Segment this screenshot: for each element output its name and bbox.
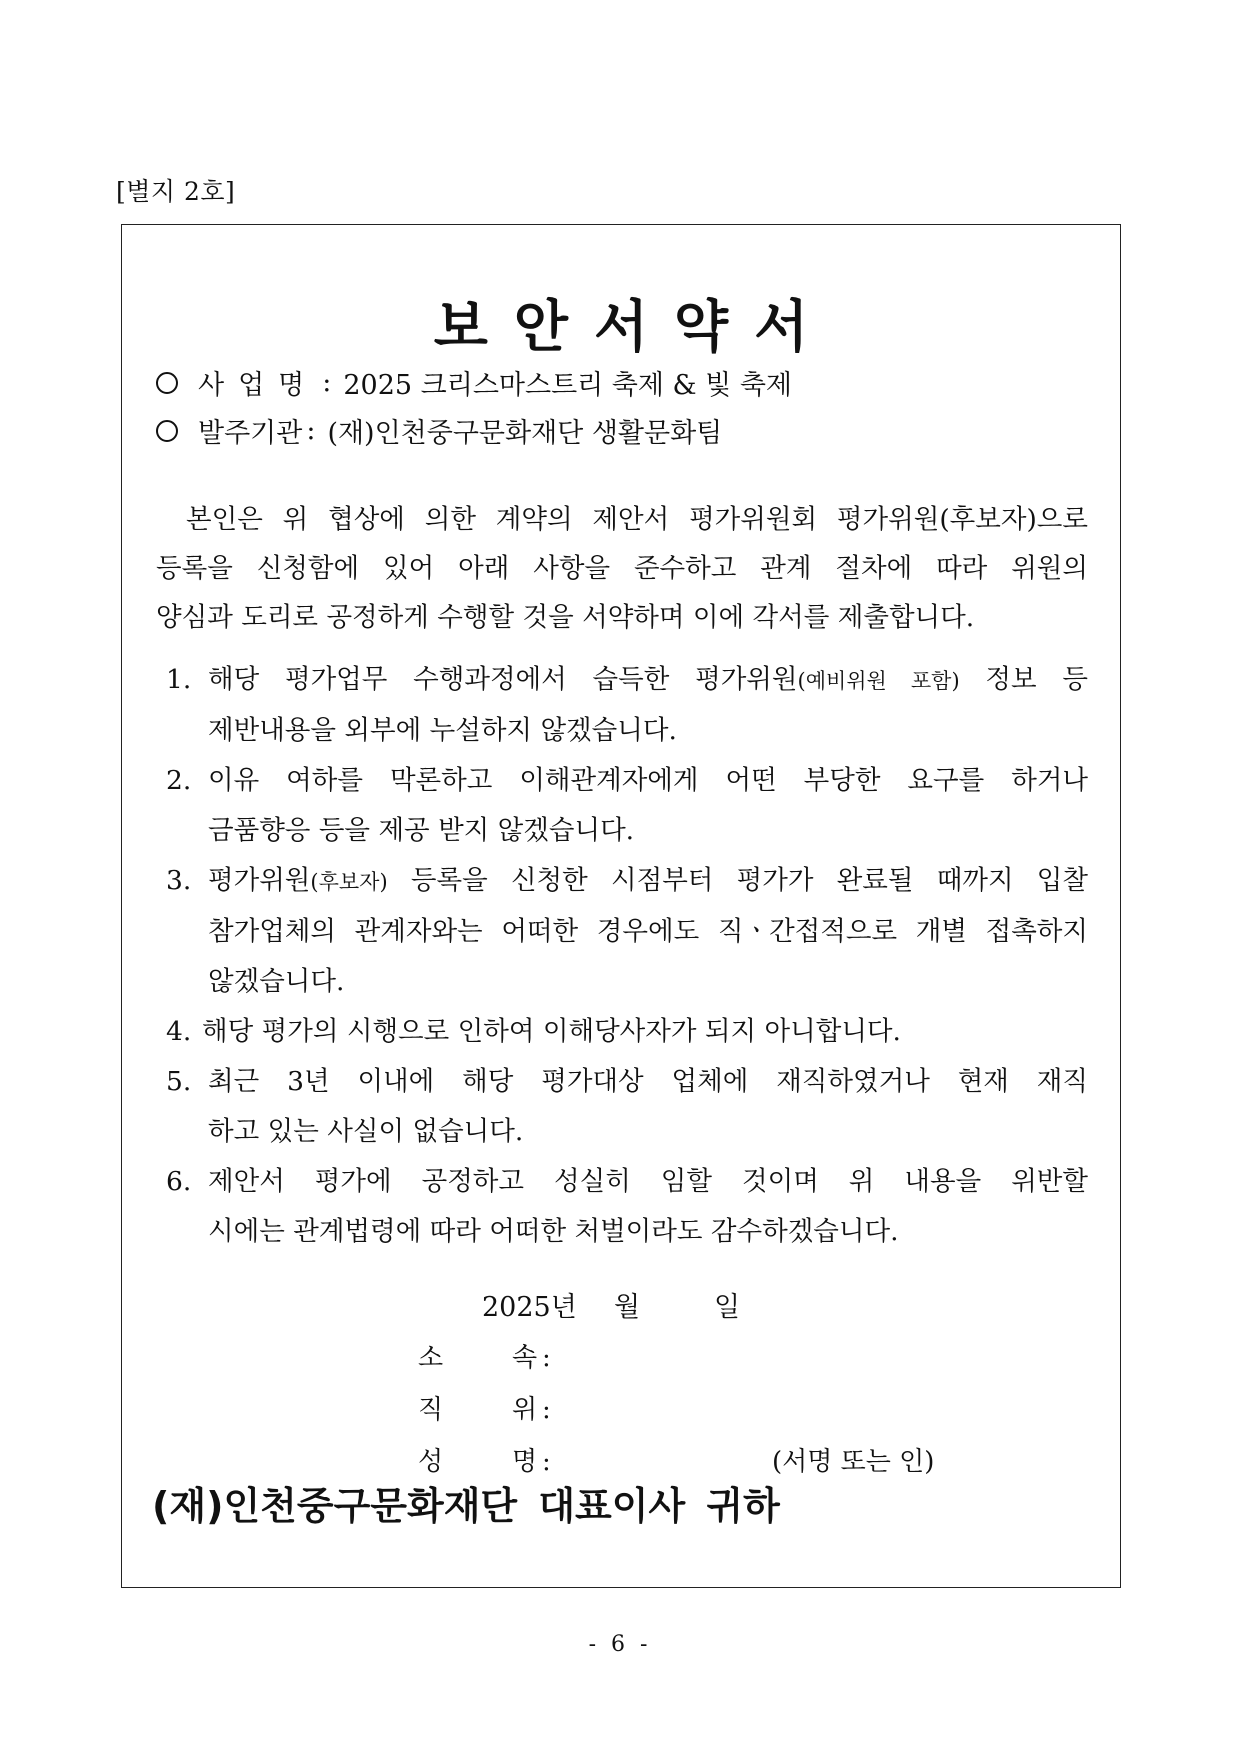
client-row <box>156 411 722 450</box>
sign-note: (서명 또는 인) <box>772 1447 935 1477</box>
page-number: - 6 - <box>588 1632 652 1657</box>
position-label-1: 직 <box>418 1395 444 1425</box>
pledge-item <box>166 1157 1088 1257</box>
project-label: 사업명 <box>198 370 319 401</box>
document-title: 보안서약서 <box>433 295 835 360</box>
item-text: 등록을 신청한 시점부터 평가가 완료될 때까지 입찰 <box>387 865 1088 896</box>
item-line: 금품향응 등을 제공 받지 않겠습니다. <box>208 815 635 846</box>
client-colon: : <box>306 415 316 446</box>
affiliation-label-1: 소 <box>418 1343 444 1373</box>
item-text-small: (후보자) <box>310 870 388 894</box>
item-number: 1. <box>166 664 192 695</box>
name-label-1: 성 <box>418 1447 444 1477</box>
recipient: (재)인천중구문화재단 대표이사 귀하 <box>152 1484 780 1528</box>
item-line: 않겠습니다. <box>208 966 345 997</box>
date-day: 일 <box>714 1292 741 1323</box>
item-line: 해당 평가의 시행으로 인하여 이해당사자가 되지 아니합니다. <box>202 1016 901 1047</box>
date-month: 월 <box>614 1292 641 1323</box>
name-row <box>418 1441 934 1478</box>
intro-paragraph <box>156 495 1088 642</box>
item-line <box>208 655 1088 706</box>
pledge-item <box>166 1057 1088 1157</box>
item-text: 평가위원 <box>208 865 311 896</box>
item-number: 6. <box>166 1166 192 1197</box>
item-line: 하고 있는 사실이 없습니다. <box>208 1116 524 1147</box>
intro-line: 양심과 도리로 공정하게 수행할 것을 서약하며 이에 각서를 제출합니다. <box>156 602 975 633</box>
date-year: 2025년 <box>482 1292 577 1323</box>
item-line: 시에는 관계법령에 따라 어떠한 처벌이라도 감수하겠습니다. <box>208 1216 899 1247</box>
form-number: [별지 2호] <box>116 177 236 206</box>
project-row <box>156 363 792 402</box>
affiliation-colon: : <box>542 1343 551 1373</box>
intro-line: 등록을 신청함에 있어 아래 사항을 준수하고 관계 절차에 따라 위원의 <box>156 553 1088 584</box>
item-line: 참가업체의 관계자와는 어떠한 경우에도 직ㆍ간접적으로 개별 접촉하지 <box>208 916 1088 947</box>
project-value: 2025 크리스마스트리 축제 & 빛 축제 <box>343 370 793 401</box>
pledge-item <box>166 756 1088 856</box>
pledge-form-box <box>121 224 1121 1588</box>
pledge-items <box>166 655 1088 1257</box>
pledge-item <box>166 655 1088 756</box>
position-label-2: 위 <box>512 1395 538 1425</box>
item-line: 이유 여하를 막론하고 이해관계자에게 어떤 부당한 요구를 하거나 <box>208 765 1088 796</box>
item-text: 해당 평가업무 수행과정에서 습득한 평가위원 <box>208 664 798 695</box>
item-number: 4. <box>166 1016 192 1047</box>
position-colon: : <box>542 1395 551 1425</box>
circle-bullet-icon <box>156 420 178 442</box>
item-text-small: (예비위원 포함) <box>797 669 960 693</box>
date-line <box>482 1285 740 1324</box>
name-colon: : <box>542 1447 551 1477</box>
position-row <box>418 1389 582 1426</box>
item-number: 5. <box>166 1066 192 1097</box>
circle-bullet-icon <box>156 372 178 394</box>
item-line <box>208 856 1088 907</box>
client-value: (재)인천중구문화재단 생활문화팀 <box>327 418 723 449</box>
affiliation-row <box>418 1337 582 1374</box>
pledge-item <box>166 856 1088 1007</box>
item-number: 3. <box>166 865 192 896</box>
item-line: 제반내용을 외부에 누설하지 않겠습니다. <box>208 715 677 746</box>
item-line: 제안서 평가에 공정하고 성실히 임할 것이며 위 내용을 위반할 <box>208 1166 1088 1197</box>
affiliation-label-2: 속 <box>512 1343 538 1373</box>
item-number: 2. <box>166 765 192 796</box>
intro-line: 본인은 위 협상에 의한 계약의 제안서 평가위원회 평가위원(후보자)으로 <box>186 504 1088 535</box>
item-text: 정보 등 <box>959 664 1088 695</box>
client-label: 발주기관 <box>198 418 303 449</box>
item-line: 최근 3년 이내에 해당 평가대상 업체에 재직하였거나 현재 재직 <box>208 1066 1088 1097</box>
pledge-item <box>166 1007 1088 1057</box>
name-label-2: 명 <box>512 1447 538 1477</box>
project-colon: : <box>322 367 332 398</box>
